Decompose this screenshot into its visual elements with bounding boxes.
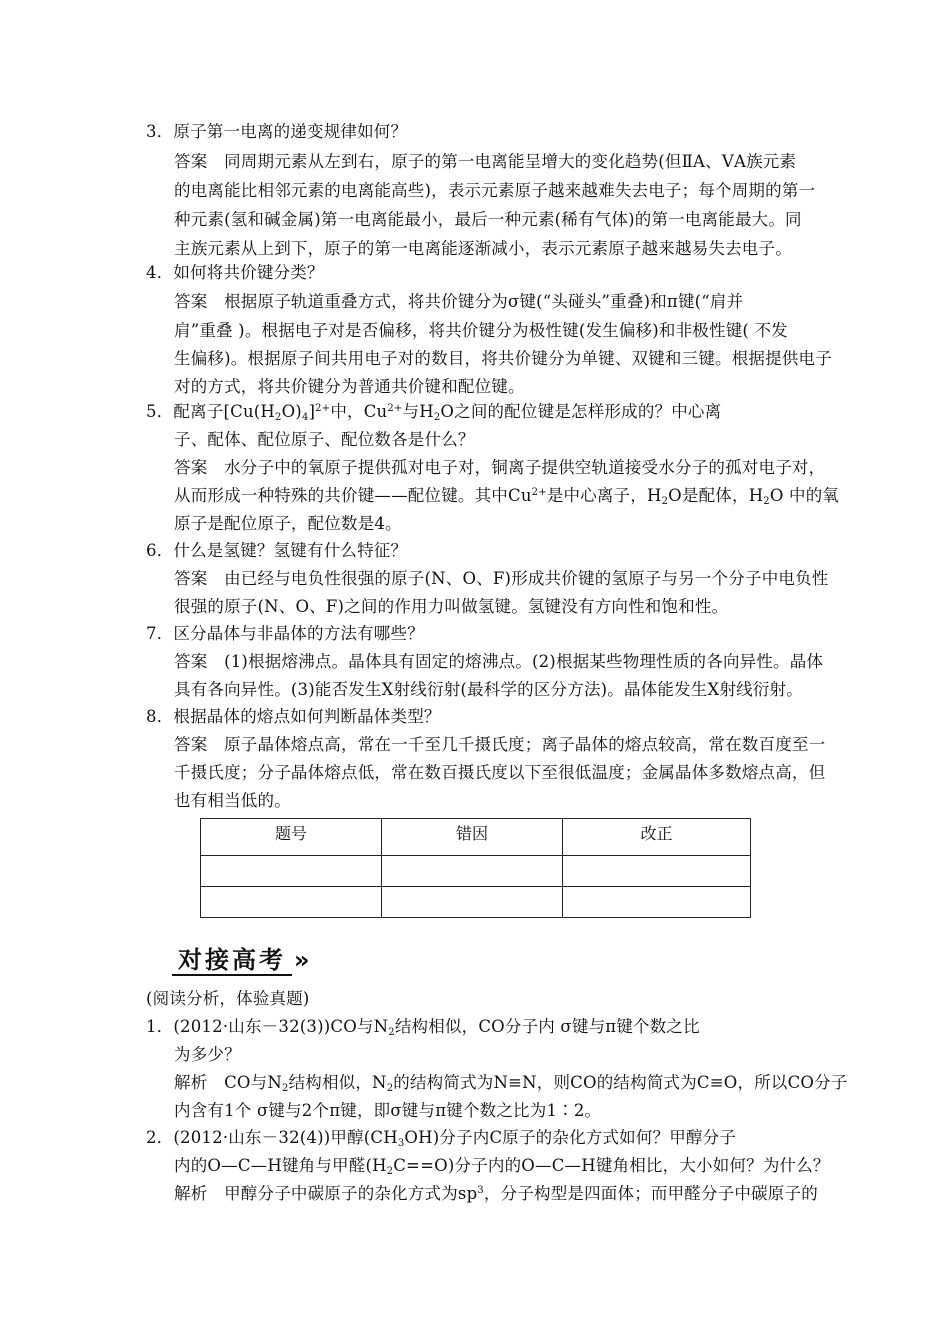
error-analysis-table: [200, 818, 751, 918]
question-6-answer-line: 很强的原子(N、O、F)之间的作用力叫做氢键。氢键没有方向性和饱和性。: [174, 597, 729, 616]
question-6-title: 6．什么是氢键？氢键有什么特征？: [146, 541, 408, 560]
double-chevron-icon: »: [294, 946, 310, 974]
section-underline: [172, 974, 292, 976]
question-5-answer-line: 答案 水分子中的氧原子提供孤对电子对，铜离子提供空轨道接受水分子的孤对电子对，: [174, 458, 826, 477]
question-3-answer-line: 种元素(氢和碱金属)第一电离能最小，最后一种元素(稀有气体)的第一电离能最大。同: [174, 210, 802, 229]
table-cell[interactable]: [201, 856, 382, 887]
question-3-answer-line: 答案 同周期元素从左到右，原子的第一电离能呈增大的变化趋势(但ⅡA、ⅤA族元素: [174, 152, 797, 171]
question-8-answer-line: 千摄氏度；分子晶体熔点低，常在数百摄氏度以下至很低温度；金属晶体多数熔点高，但: [174, 763, 826, 782]
problem-2-analysis-line: 解析 甲醇分子中碳原子的杂化方式为$sp^3$，分子构型是四面体；而甲醛分子中碳原子的: [174, 1184, 818, 1203]
table-header-cell: 改正: [563, 819, 751, 856]
question-7-title: 7．区分晶体与非晶体的方法有哪些？: [146, 624, 424, 643]
section-intro: (阅读分析，体验真题): [146, 989, 310, 1008]
table-header-cell: 题号: [201, 819, 382, 856]
question-3-answer-line: 主族元素从上到下，原子的第一电离能逐渐减小，表示元素原子越来越易失去电子。: [174, 239, 792, 258]
question-7-answer-line: 答案 (1)根据熔沸点。晶体具有固定的熔沸点。(2)根据某些物理性质的各向异性。晶体: [174, 652, 824, 671]
problem-1-title: 1．(2012·山东－32(3))CO与$N_2$结构相似，CO分子内 σ键与π键个数之比: [146, 1017, 700, 1038]
table-cell[interactable]: [563, 887, 751, 918]
question-8-answer-line: 也有相当低的。: [174, 791, 291, 810]
problem-2-title-cont: 内的O—C—H键角与甲醛$(H_2C==O)$分子内的O—C—H键角相比，大小如何？为什么？: [174, 1156, 830, 1177]
table-row: [201, 887, 751, 918]
question-5-answer-line: 原子是配位原子，配位数是4。: [174, 514, 402, 533]
question-5-answer-line: 从而形成一种特殊的共价键——配位键。其中$Cu^{2+}$是中心离子，$H_2O$是配体，$H_2O$ 中的氧: [174, 486, 840, 507]
question-4-answer-line: 对的方式，将共价键分为普通共价键和配位键。: [174, 377, 525, 396]
question-8-answer-line: 答案 原子晶体熔点高，常在一千至几千摄氏度；离子晶体的熔点较高，常在数百度至一: [174, 735, 826, 754]
question-5-title-cont: 子、配体、配位原子、配位数各是什么？: [174, 430, 475, 449]
section-banner: [172, 944, 322, 976]
problem-2-title: 2．(2012·山东－32(4))甲醇$(CH_3OH)$分子内C原子的杂化方式如何？甲醇分子: [146, 1128, 737, 1149]
question-6-answer-line: 答案 由已经与电负性很强的原子(N、O、F)形成共价键的氢原子与另一个分子中电负性: [174, 569, 829, 588]
question-4-title: 4．如何将共价键分类？: [146, 263, 324, 282]
question-4-answer-line: 肩”重叠 )。根据电子对是否偏移，将共价键分为极性键(发生偏移)和非极性键( 不发: [174, 321, 788, 340]
section-title: 对接高考: [178, 946, 286, 974]
question-7-answer-line: 具有各向异性。(3)能否发生X射线衍射(最科学的区分方法)。晶体能发生X射线衍射。: [174, 680, 803, 699]
question-4-answer-line: 答案 根据原子轨道重叠方式，将共价键分为σ键(“头碰头”重叠)和π键(“肩并: [174, 292, 744, 311]
question-4-answer-line: 生偏移)。根据原子间共用电子对的数目，将共价键分为单键、双键和三键。根据提供电子: [174, 349, 832, 368]
table-cell[interactable]: [382, 856, 563, 887]
problem-1-analysis-line: 解析 CO与$N_2$结构相似，$N_2$的结构简式为N≡N，则CO的结构简式为C≡O，所以CO分子: [174, 1073, 848, 1094]
table-cell[interactable]: [563, 856, 751, 887]
problem-1-analysis-line: 内含有1个 σ键与2个π键，即σ键与π键个数之比为1∶2。: [174, 1101, 602, 1120]
table-header-cell: 错因: [382, 819, 563, 856]
table-cell[interactable]: [201, 887, 382, 918]
problem-1-title-cont: 为多少？: [174, 1045, 241, 1064]
question-3-title: 3．原子第一电离的递变规律如何？: [146, 122, 408, 141]
table-header-row: [201, 819, 751, 856]
question-3-answer-line: 的电离能比相邻元素的电离能高些)，表示元素原子越来越难失去电子；每个周期的第一: [174, 181, 816, 200]
question-8-title: 8．根据晶体的熔点如何判断晶体类型？: [146, 707, 441, 726]
question-5-title: 5．配离子$[Cu(H_2O)_4]^{2+}$中，$Cu^{2+}$与$H_2O$之间的配位键是怎样形成的？中心离: [146, 402, 722, 423]
table-row: [201, 856, 751, 887]
table-cell[interactable]: [382, 887, 563, 918]
